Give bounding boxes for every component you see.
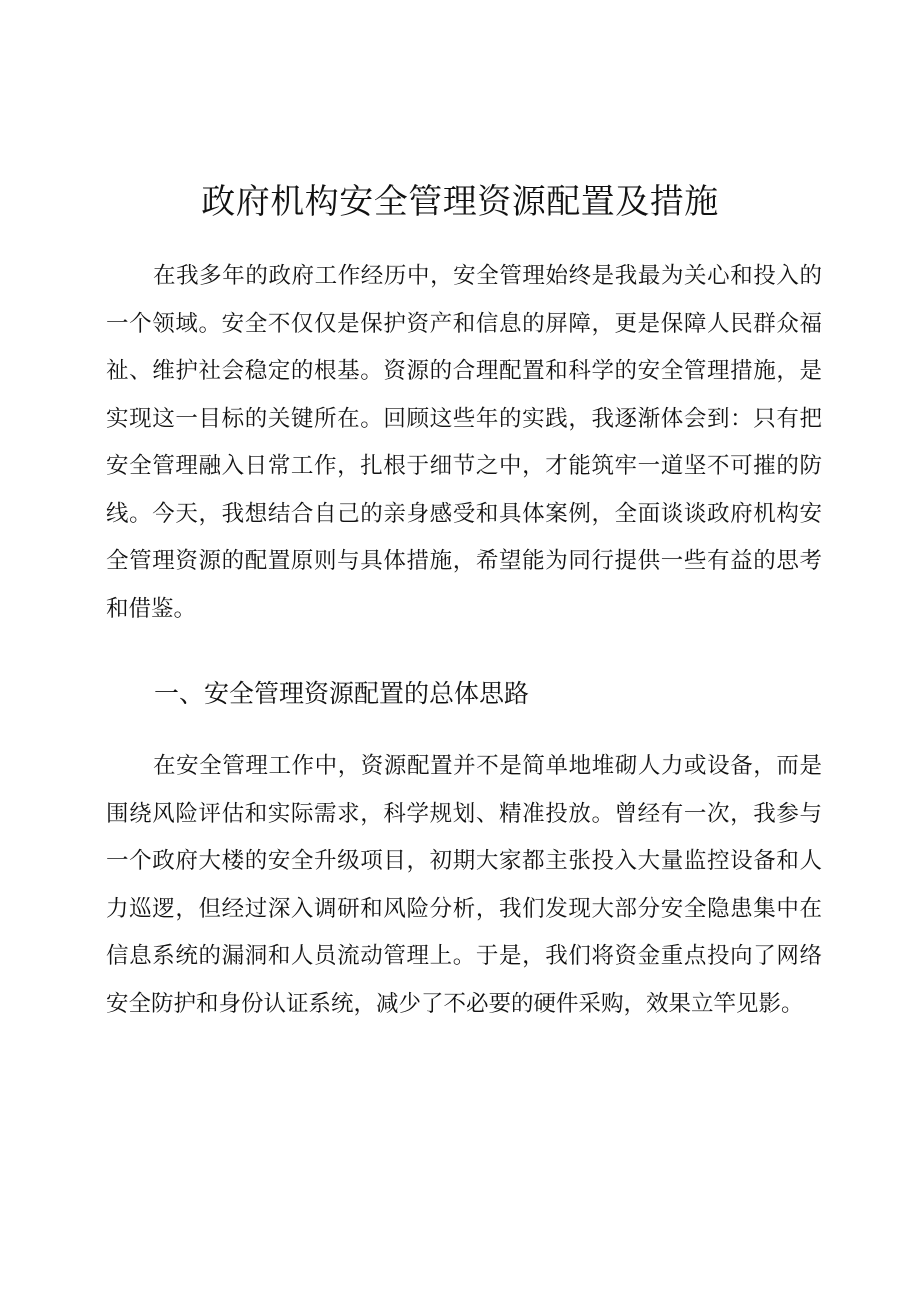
document-title: 政府机构安全管理资源配置及措施 — [201, 182, 719, 222]
section-1-paragraph: 在安全管理工作中，资源配置并不是简单地堆砌人力或设备，而是围绕风险评估和实际需求，科学规划、精准投放。曾经有一次，我参与一个政府大楼的安全升级项目，初期大家都主张投入大量监控设备和人力巡逻，但经过深入调研和风险分析，我们发现大部分安全隐患集中在信息系统的漏洞和人员流动管理上。于是，我们将资金重点投向了网络安全防护和身份认证系统，减少了不必要的硬件采购，效果立竿见影。 — [106, 753, 822, 1017]
section-1-heading: 一、安全管理资源配置的总体思路 — [154, 679, 530, 708]
intro-paragraph: 在我多年的政府工作经历中，安全管理始终是我最为关心和投入的一个领域。安全不仅仅是保护资产和信息的屏障，更是保障人民群众福祉、维护社会稳定的根基。资源的合理配置和科学的安全管理措施，是实现这一目标的关键所在。回顾这些年的实践，我逐渐体会到：只有把安全管理融入日常工作，扎根于细节之中，才能筑牢一道坚不可摧的防线。今天，我想结合自己的亲身感受和具体案例，全面谈谈政府机构安全管理资源的配置原则与具体措施，希望能为同行提供一些有益的思考和借鉴。 — [106, 263, 822, 622]
